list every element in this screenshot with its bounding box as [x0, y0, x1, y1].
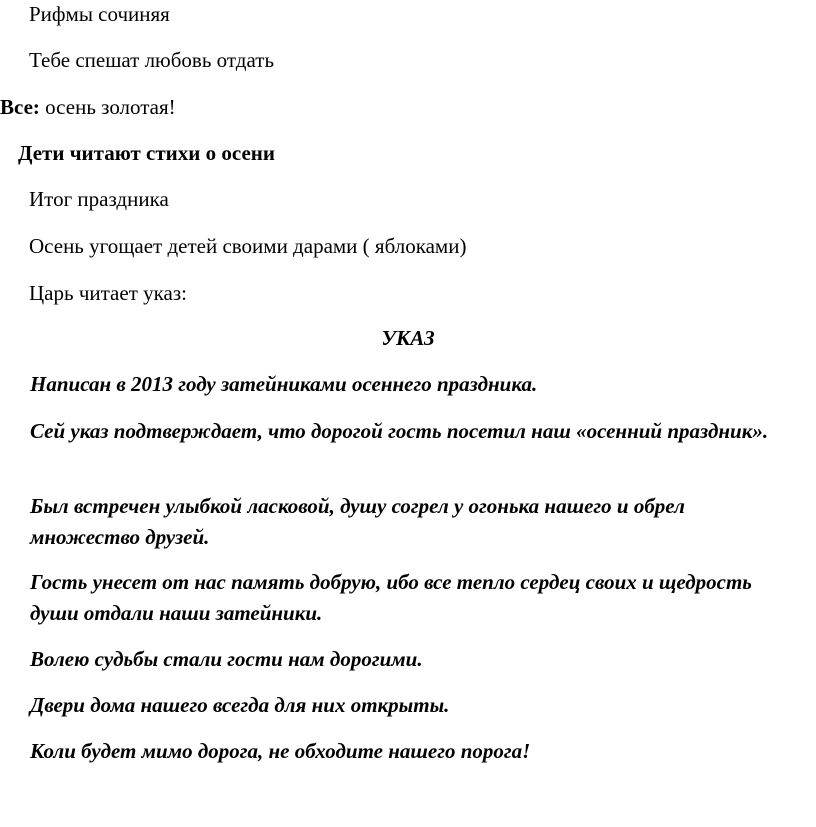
line-result: Итог праздника — [29, 187, 169, 211]
speaker-text: осень золотая! — [39, 95, 176, 119]
decree-paragraph-3: Был встречен улыбкой ласковой, душу согрел у огонька нашего и обрел множество друзей. — [30, 494, 685, 549]
decree-paragraph-2: Сей указ подтверждает, что дорогой гость посетил наш «осенний праздник». — [30, 419, 769, 443]
decree-paragraph-4: Гость унесет от нас память добрую, ибо все тепло сердец своих и щедрость души отдали наши затейники. — [30, 570, 752, 625]
line-rhymes: Рифмы сочиняя — [29, 2, 170, 26]
decree-paragraph-1: Написан в 2013 году затейниками осеннего праздника. — [30, 372, 538, 396]
line-tsar: Царь читает указ: — [29, 281, 187, 305]
decree-paragraph-6: Двери дома нашего всегда для них открыты. — [30, 693, 450, 717]
decree-title — [0, 326, 816, 350]
line-treat: Осень угощает детей своими дарами ( яблоками) — [29, 234, 467, 258]
decree-title-text: УКАЗ — [381, 326, 435, 350]
line-all — [0, 95, 176, 119]
speaker-label: Все: — [0, 95, 40, 119]
decree-paragraph-7: Коли будет мимо дорога, не обходите нашего порога! — [30, 739, 531, 763]
line-love: Тебе спешат любовь отдать — [29, 48, 275, 72]
stage-direction: Дети читают стихи о осени — [18, 141, 275, 165]
decree-paragraph-5: Волею судьбы стали гости нам дорогими. — [30, 647, 423, 671]
